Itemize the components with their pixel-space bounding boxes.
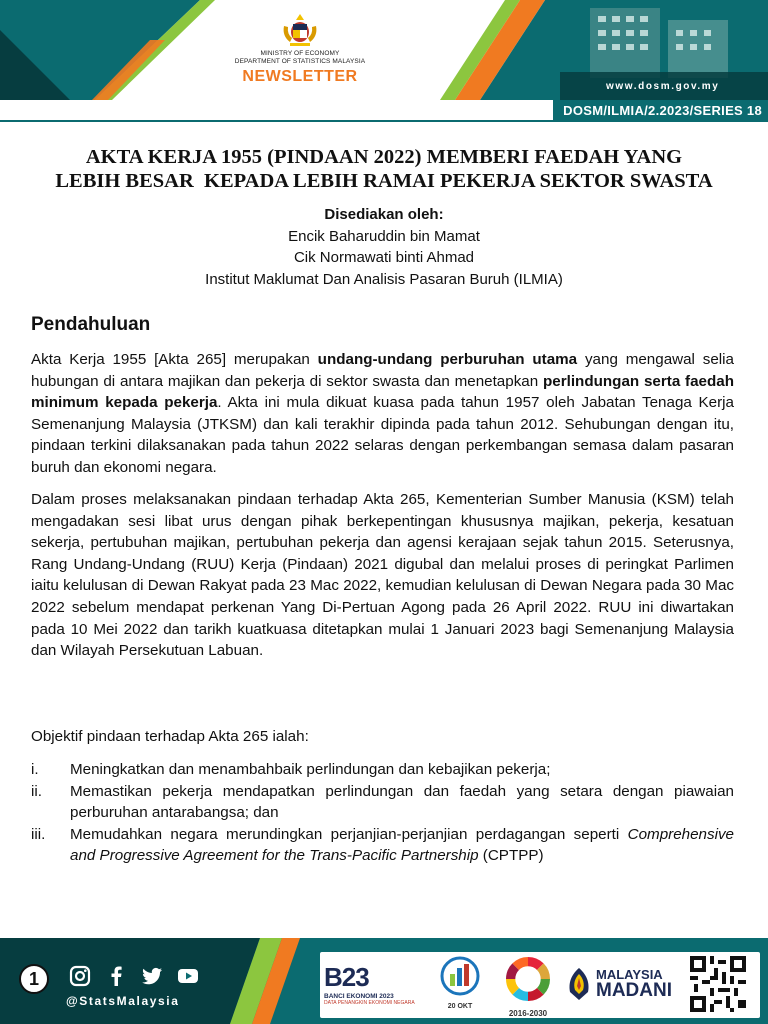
malaysia-madani-logo	[566, 966, 686, 1002]
cptpp-full-name: Comprehensive and Progressive Agreement for the Trans-Pacific Partnership	[70, 825, 734, 865]
qr-code-icon	[690, 956, 746, 1012]
instagram-icon[interactable]	[68, 964, 92, 988]
list-number: i.	[31, 761, 39, 778]
statistics-day-icon	[437, 956, 483, 996]
madani-emblem-icon	[566, 966, 592, 1002]
banci-title: BANCI EKONOMI 2023	[324, 993, 394, 1000]
article-title	[20, 145, 748, 193]
paragraph-intro	[31, 349, 734, 479]
malaysia-crest-icon	[280, 12, 320, 48]
statistics-day-date: 20 OKT	[447, 1003, 473, 1010]
banci-ekonomi-logo	[324, 962, 424, 1006]
title-line-1: AKTA KERJA 1955 (PINDAAN 2022) MEMBERI FAEDAH YANG	[85, 146, 683, 168]
department-name: DEPARTMENT OF STATISTICS MALAYSIA	[234, 58, 366, 65]
list-item	[31, 824, 734, 867]
list-text: Memudahkan negara merundingkan perjanjian-perjanjian perdagangan seperti	[70, 825, 628, 843]
sdg-wheel-icon	[503, 954, 553, 1004]
newsletter-label: NEWSLETTER	[242, 68, 358, 85]
qr-code[interactable]	[690, 956, 746, 1012]
ministry-name: MINISTRY OF ECONOMY	[260, 50, 340, 57]
list-item	[31, 759, 734, 781]
banci-mark: B23	[324, 962, 369, 992]
newsletter-footer	[0, 938, 768, 1024]
youtube-icon[interactable]	[176, 964, 200, 988]
list-text: Meningkatkan dan menambahbaik perlindungan dan kebajikan pekerja;	[70, 761, 551, 778]
section-heading: Pendahuluan	[31, 314, 151, 335]
list-text-cptpp	[70, 824, 734, 867]
madani-line-2: MADANI	[596, 980, 672, 1001]
statistics-day-logo	[432, 956, 488, 1010]
list-number: ii.	[31, 782, 42, 800]
website-link[interactable]: www.dosm.gov.my	[606, 81, 720, 92]
twitter-icon[interactable]	[140, 964, 164, 988]
list-item	[31, 781, 734, 824]
prepared-by-block	[0, 204, 768, 290]
banci-tagline: DATA PENANGKIN EKONOMI NEGARA	[324, 1000, 415, 1006]
author-1: Encik Baharuddin bin Mamat	[288, 227, 480, 245]
partner-logos	[320, 952, 760, 1018]
p1-text-c: . Akta ini mula dikuat kuasa pada tahun 1957 oleh Jabatan Tenaga Kerja Semenanjung Malaysia (JTKSM) dan kali terakhir dipinda pada tahun 2012. Sehubungan dengan itu, pindaan terkini dilaksanakan pada tahun 2022 selaras dengan perkembangan semasa dalam pasaran buruh dan ekonomi negara.	[31, 394, 734, 476]
author-2: Cik Normawati binti Ahmad	[293, 249, 475, 266]
madani-line-1: MALAYSIA	[596, 967, 663, 982]
header-branding	[210, 12, 390, 86]
page-number: 1	[19, 964, 49, 994]
cptpp-acronym: (CPTPP)	[478, 847, 544, 865]
p1-text-b: yang mengawal selia hubungan di antara majikan dan pekerja di sektor swasta dan menetapkan	[31, 351, 734, 390]
list-number: iii.	[31, 825, 46, 843]
series-badge: DOSM/ILMIA/2.2023/SERIES 18	[553, 100, 768, 122]
social-links	[68, 964, 200, 988]
p1-text-a: Akta Kerja 1955 [Akta 265] merupakan	[31, 351, 318, 368]
sdg-logo	[498, 954, 558, 1018]
sdg-years: 2016-2030	[508, 1009, 548, 1018]
objectives-list	[31, 759, 734, 867]
prepared-by-label: Disediakan oleh:	[324, 206, 444, 223]
social-handle[interactable]: @StatsMalaysia	[66, 994, 180, 1008]
paragraph-process: Dalam proses melaksanakan pindaan terhadap Akta 265, Kementerian Sumber Manusia (KSM) telah mengadakan sesi libat urus dengan pihak berkepentingan khususnya majikan, pekerja, kesatuan sekerja, pertubuhan majikan, pertubuhan pekerja dan agensi kerajaan sejak tahun 2015. Seterusnya, Rang Undang-Undang (RUU) Kerja (Pindaan) 2021 digubal dan melalui proses di peringkat Parlimen iaitu kelulusan di Dewan Rakyat pada 23 Mac 2022, kemudian kelulusan di Dewan Negara pada 30 Mac 2022 sebelum mendapat perkenan Yang Di-Pertuan Agong pada 26 April 2022. RUU ini diwartakan pada 10 Mei 2022 dan tarikh kuatkuasa ditetapkan mulai 1 Januari 2023 bagi Semenanjung Malaysia dan Wilayah Persekutuan Labuan.	[31, 491, 734, 660]
p1-bold-b: perlindungan serta faedah minimum kepada pekerja	[31, 372, 734, 412]
newsletter-header	[0, 0, 768, 100]
p1-bold-a: undang-undang perburuhan utama	[317, 351, 578, 368]
title-line-2: LEBIH BESAR KEPADA LEBIH RAMAI PEKERJA SEKTOR SWASTA	[55, 170, 713, 192]
paragraph-objectives-intro: Objektif pindaan terhadap Akta 265 ialah:	[31, 728, 309, 745]
institute-name: Institut Maklumat Dan Analisis Pasaran Buruh (ILMIA)	[205, 270, 563, 288]
facebook-icon[interactable]	[104, 964, 128, 988]
list-text: Memastikan pekerja mendapatkan perlindungan dan faedah yang setara dengan piawaian perburuhan antarabangsa; dan	[70, 782, 734, 822]
